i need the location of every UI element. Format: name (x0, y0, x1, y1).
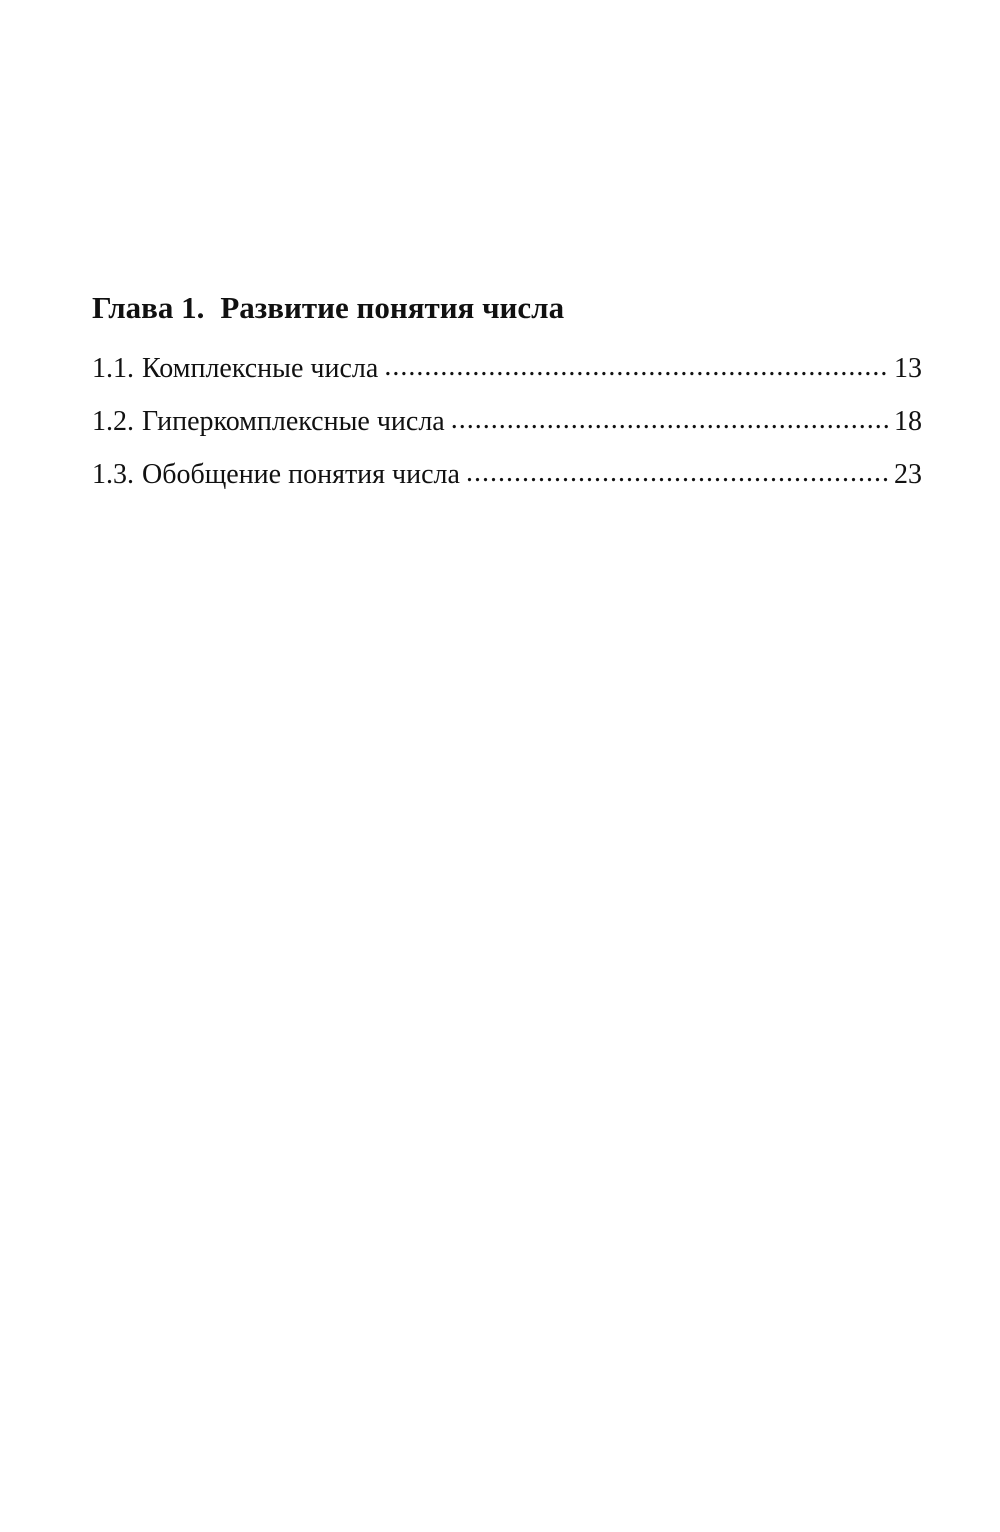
page-number: 23 (894, 459, 922, 490)
toc-entry-text (92, 448, 460, 501)
chapter-heading (92, 286, 922, 330)
page-number: 13 (894, 353, 922, 384)
toc-entry[interactable] (92, 342, 922, 395)
chapter-number: Глава 1. (92, 290, 205, 325)
toc-entry-text (92, 342, 378, 395)
toc-entry[interactable] (92, 448, 922, 501)
section-title: Комплексные числа (142, 353, 379, 384)
section-title: Обобщение понятия числа (142, 459, 460, 490)
toc-entry-text (92, 395, 445, 448)
table-of-contents (92, 286, 922, 501)
section-number: 1.1. (92, 353, 134, 384)
chapter-title: Развитие понятия числа (220, 290, 565, 325)
page-number: 18 (894, 406, 922, 437)
dot-leader (451, 393, 888, 446)
dot-leader (466, 446, 888, 499)
section-number: 1.2. (92, 406, 134, 437)
section-title: Гиперкомплексные числа (142, 406, 445, 437)
section-number: 1.3. (92, 459, 134, 490)
toc-entry[interactable] (92, 395, 922, 448)
dot-leader (384, 340, 888, 393)
